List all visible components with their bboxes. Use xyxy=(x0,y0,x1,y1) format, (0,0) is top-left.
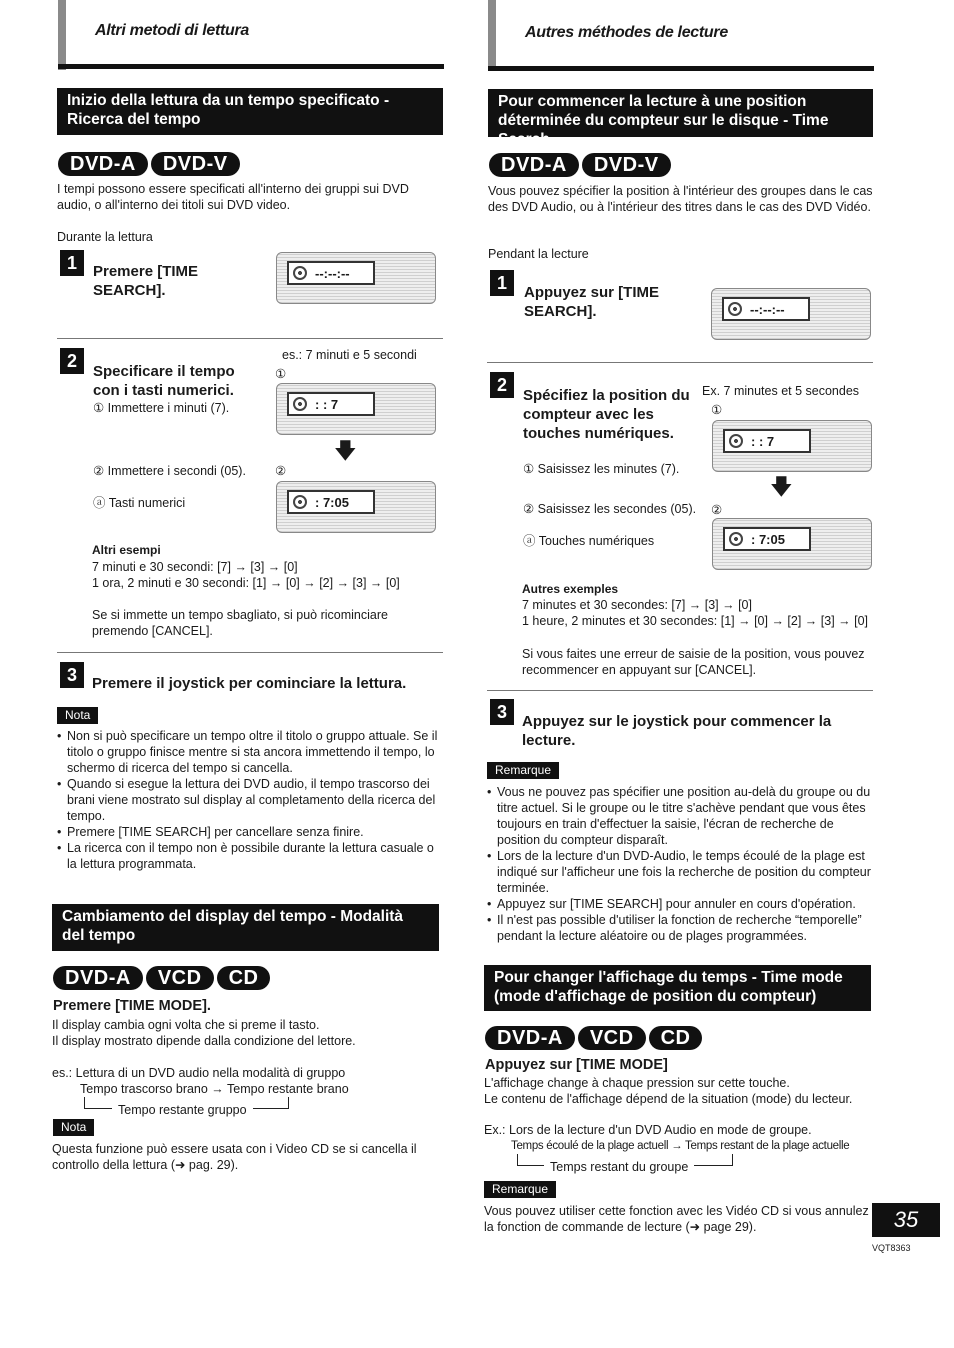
note-tag: Nota xyxy=(57,707,98,724)
step-2-title: Spécifiez la position du compteur avec les touches numériques. xyxy=(523,387,690,442)
display-panel xyxy=(276,481,436,533)
page-number: 35 xyxy=(872,1203,940,1237)
disc-badges xyxy=(489,153,671,177)
note-text: Questa funzione può essere usata con i Video CD se si cancella il controllo della lettura (➜ pag. 29). xyxy=(52,1142,417,1172)
cancel-hint: Si vous faites une erreur de saisie de la position, vous pouvez recommencer en appuyant sur [CANCEL]. xyxy=(522,647,865,677)
note-tag: Nota xyxy=(53,1119,94,1136)
divider xyxy=(487,690,873,691)
time-mode-line-1: Il display cambia ogni volta che si preme il tasto. xyxy=(52,1018,320,1032)
note-item: • Vous ne pouvez pas spécifier une position au-delà du groupe ou du titre actuel. Si le groupe ou le titre s'achève pendant que vous êtes toujours en train d'effectuer la saisie, l'écran de recherche de position du compteur disparaît. xyxy=(487,784,873,848)
step-2-sub-2: ② Immettere i secondi (05). xyxy=(93,464,246,478)
display-readout: : : 7 xyxy=(315,396,339,412)
header-rule xyxy=(488,66,874,71)
example-sequence: Tempo trascorso brano → Tempo restante brano xyxy=(80,1082,349,1096)
step-3-number: 3 xyxy=(490,699,514,725)
time-mode-title: Appuyez sur [TIME MODE] xyxy=(485,1057,668,1073)
note-item: • Premere [TIME SEARCH] per cancellare senza finire. xyxy=(57,824,443,840)
remarque-tag: Remarque xyxy=(484,1181,556,1198)
step-3-title: Appuyez sur le joystick pour commencer la lecture. xyxy=(522,713,832,749)
intro-text: I tempi possono essere specificati all'interno dei gruppi sui DVD audio, o all'interno dei titoli sui DVD video. xyxy=(57,182,409,212)
display-panel xyxy=(711,288,871,340)
example-sequence-return: Tempo restante gruppo xyxy=(112,1102,253,1118)
step-2-example: es.: 7 minuti e 5 secondi xyxy=(282,348,417,362)
time-mode-banner: Pour changer l'affichage du temps - Time mode (mode d'affichage de position du compteur) xyxy=(484,965,871,1011)
step-2-example: Ex. 7 minutes et 5 secondes xyxy=(702,384,860,398)
display-readout: : 7:05 xyxy=(315,494,349,510)
document-code: VQT8363 xyxy=(872,1243,911,1253)
divider xyxy=(57,338,443,339)
display-readout: --:--:-- xyxy=(315,265,350,281)
time-mode-line-2: Le contenu de l'affichage dépend de la situation (mode) du lecteur. xyxy=(484,1092,853,1106)
badge-dvd-a: DVD-A xyxy=(489,153,579,177)
time-mode-banner: Cambiamento del display del tempo - Modalità del tempo xyxy=(52,904,439,951)
badge-dvd-v: DVD-V xyxy=(582,153,671,177)
badge-dvd-a: DVD-A xyxy=(58,152,148,176)
time-search-banner: Inizio della lettura da un tempo specificato - Ricerca del tempo xyxy=(57,88,443,135)
section-header: Altri metodi di lettura xyxy=(95,22,249,39)
cancel-hint: Se si immette un tempo sbagliato, si può ricominciare premendo [CANCEL]. xyxy=(92,608,388,638)
disc-icon xyxy=(293,397,307,411)
note-item: • Appuyez sur [TIME SEARCH] pour annuler en cours d'opération. xyxy=(487,896,873,912)
step-2-number: 2 xyxy=(490,372,514,398)
step-2-number: 2 xyxy=(60,348,84,374)
step-1-title: Premere [TIME SEARCH]. xyxy=(93,263,199,299)
note-item: • La ricerca con il tempo non è possibile durante la lettura casuale o la lettura programmata. xyxy=(57,840,443,872)
badge-dvd-a: DVD-A xyxy=(485,1026,575,1050)
other-examples-title: Autres exemples xyxy=(522,582,619,596)
example-intro: Ex.: Lors de la lecture d'un DVD Audio en mode de groupe. xyxy=(484,1123,812,1137)
header-bar xyxy=(488,0,496,70)
notes-list xyxy=(487,784,873,944)
display-panel xyxy=(712,518,872,570)
disc-icon xyxy=(293,266,307,280)
step-3-number: 3 xyxy=(60,662,84,688)
step-2-sub-1: ① Saisissez les minutes (7). xyxy=(523,462,680,476)
badge-dvd-a: DVD-A xyxy=(53,966,143,990)
display-panel xyxy=(276,252,436,304)
step-1-title: Appuyez sur [TIME SEARCH]. xyxy=(524,284,660,320)
example-sequence: Temps écoulé de la plage actuell → Temps restant de la plage actuelle xyxy=(511,1140,850,1152)
disc-icon xyxy=(729,434,743,448)
time-mode-title: Premere [TIME MODE]. xyxy=(53,998,211,1014)
divider xyxy=(487,362,873,363)
disc-icon xyxy=(728,302,742,316)
badge-cd: CD xyxy=(217,966,271,990)
badge-dvd-v: DVD-V xyxy=(151,152,240,176)
other-example-1: 7 minutes et 30 secondes: [7] → [3] → [0] xyxy=(522,598,752,612)
display-readout: : : 7 xyxy=(751,433,775,449)
header-bar xyxy=(58,0,66,70)
note-item: • Lors de la lecture d'un DVD-Audio, le temps écoulé de la plage est indiqué sur l'afficheur une fois la recherche de position du compteur terminée. xyxy=(487,848,873,896)
note-item: • Quando si esegue la lettura dei DVD audio, il tempo trascorso dei brani viene mostrato sul display al completamento della ricerca del tempo. xyxy=(57,776,443,824)
disc-badges xyxy=(53,966,270,990)
intro-text: Vous pouvez spécifier la position à l'intérieur des groupes dans le cas des DVD Audio, ou à l'intérieur des titres dans le cas des DVD Vidéo. xyxy=(488,184,873,214)
other-example-1: 7 minuti e 30 secondi: [7] → [3] → [0] xyxy=(92,560,298,574)
disc-badges xyxy=(58,152,240,176)
disc-icon xyxy=(293,495,307,509)
callout-2: ② xyxy=(711,503,723,517)
numeric-keys-label: ⓐ Tasti numerici xyxy=(93,496,186,510)
note-text: Vous pouvez utiliser cette fonction avec les Vidéo CD si vous annulez la fonction de commande de lecture (➜ page 29). xyxy=(484,1204,869,1234)
display-panel xyxy=(276,383,436,435)
section-header: Autres méthodes de lecture xyxy=(525,24,728,41)
disc-icon xyxy=(729,532,743,546)
callout-1: ① xyxy=(711,403,723,417)
display-readout: --:--:-- xyxy=(750,301,785,317)
step-2-sub-2: ② Saisissez les secondes (05). xyxy=(523,502,697,516)
divider xyxy=(57,652,443,653)
badge-cd: CD xyxy=(649,1026,703,1050)
header-rule xyxy=(58,64,444,69)
remarque-tag: Remarque xyxy=(487,762,559,779)
step-1-number: 1 xyxy=(60,250,84,276)
callout-2: ② xyxy=(275,464,287,478)
note-item: • Non si può specificare un tempo oltre il titolo o gruppo attuale. Se il titolo o gruppo finisce mentre si sta ancora immettendo il tempo, lo schermo di ricerca del tempo si cancella. xyxy=(57,728,443,776)
other-example-2: 1 ora, 2 minuti e 30 secondi: [1] → [0] → [2] → [3] → [0] xyxy=(92,576,400,590)
step-1-number: 1 xyxy=(490,270,514,296)
badge-vcd: VCD xyxy=(578,1026,646,1050)
step-2-sub-1: ① Immettere i minuti (7). xyxy=(93,401,230,415)
numeric-keys-label: ⓐ Touches numériques xyxy=(523,534,655,548)
display-panel xyxy=(712,420,872,472)
step-3-title: Premere il joystick per cominciare la lettura. xyxy=(92,675,407,692)
down-arrow-icon: 🡇 xyxy=(770,474,793,499)
example-intro: es.: Lettura di un DVD audio nella modalità di gruppo xyxy=(52,1066,346,1080)
display-readout: : 7:05 xyxy=(751,531,785,547)
during-playback: Pendant la lecture xyxy=(488,247,589,261)
time-search-banner: Pour commencer la lecture à une position déterminée du compteur sur le disque - Time Search xyxy=(488,89,873,137)
notes-list xyxy=(57,728,443,872)
badge-vcd: VCD xyxy=(146,966,214,990)
other-examples-title: Altri esempi xyxy=(92,543,161,557)
step-2-title: Specificare il tempo con i tasti numerici. xyxy=(93,363,235,399)
down-arrow-icon: 🡇 xyxy=(334,438,357,463)
disc-badges xyxy=(485,1026,702,1050)
other-example-2: 1 heure, 2 minutes et 30 secondes: [1] → [0] → [2] → [3] → [0] xyxy=(522,614,869,628)
callout-1: ① xyxy=(275,367,287,381)
time-mode-line-1: L'affichage change à chaque pression sur cette touche. xyxy=(484,1076,790,1090)
during-playback: Durante la lettura xyxy=(57,230,153,244)
time-mode-line-2: Il display mostrato dipende dalla condizione del lettore. xyxy=(52,1034,356,1048)
note-item: • Il n'est pas possible d'utiliser la fonction de recherche “temporelle” pendant la lecture aléatoire ou de plages programmées. xyxy=(487,912,873,944)
example-sequence-return: Temps restant du groupe xyxy=(544,1159,694,1175)
